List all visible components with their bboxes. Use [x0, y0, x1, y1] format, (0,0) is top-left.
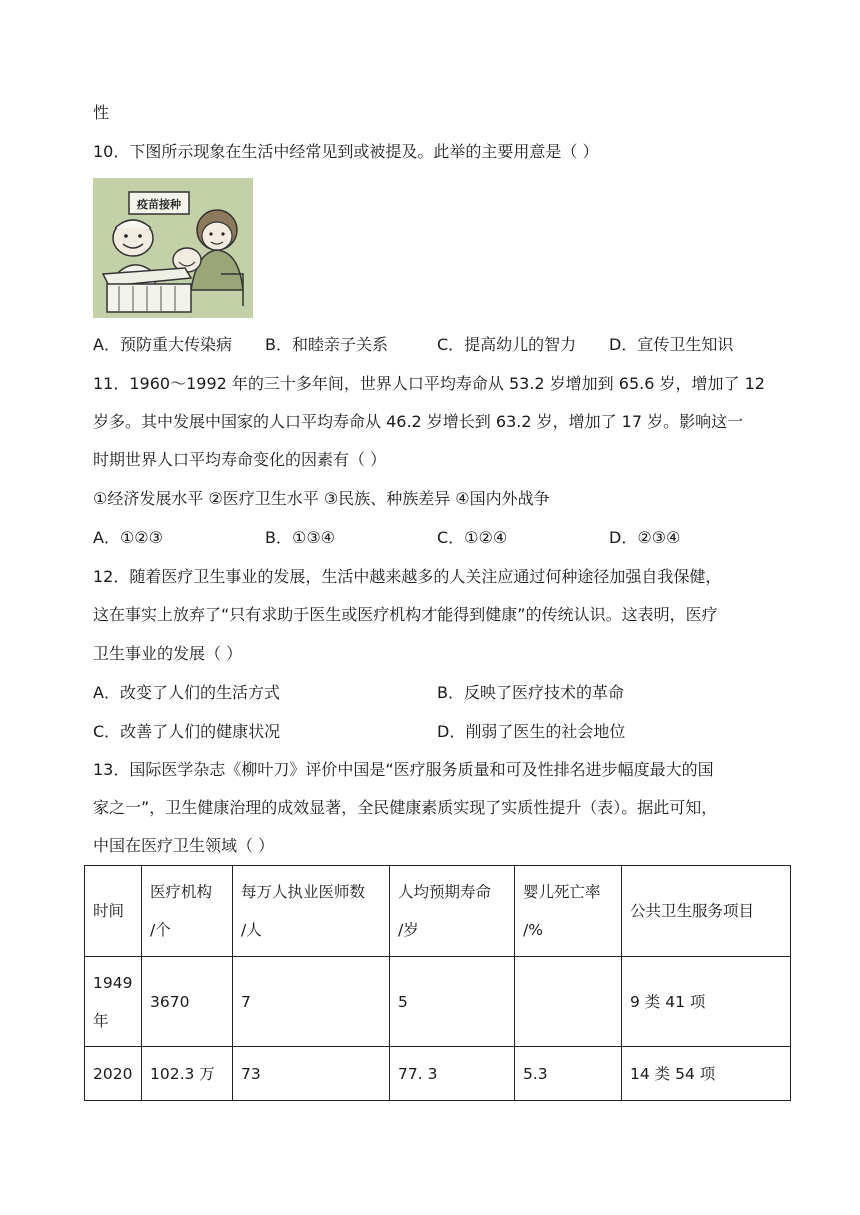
table-cell: 77. 3 — [390, 1047, 515, 1101]
top-fragment: 性 — [93, 103, 110, 122]
sign-text: 疫苗接种 — [137, 198, 181, 211]
q11-option-d[interactable]: D．②③④ — [609, 528, 681, 547]
q12-stem-line-1: 12．随着医疗卫生事业的发展，生活中越来越多的人关注应通过何种途径加强自我保健， — [93, 567, 722, 586]
vaccination-illustration — [93, 178, 253, 318]
q10-option-d[interactable]: D．宣传卫生知识 — [609, 335, 734, 354]
table-cell: 5.3 — [515, 1047, 622, 1101]
q11-items: ①经济发展水平 ②医疗卫生水平 ③民族、种族差异 ④国内外战争 — [93, 489, 550, 508]
q11-option-a[interactable]: A．①②③ — [93, 528, 163, 547]
q13-stem-line-1: 13．国际医学杂志《柳叶刀》评价中国是“医疗服务质量和可及性排名进步幅度最大的国 — [93, 760, 714, 779]
q10-option-a[interactable]: A．预防重大传染病 — [93, 335, 232, 354]
table-cell: 14 类 54 项 — [622, 1047, 791, 1101]
q10-option-c[interactable]: C．提高幼儿的智力 — [437, 335, 577, 354]
header-institutions: 医疗机构 /个 — [142, 866, 233, 957]
health-statistics-table — [84, 865, 791, 1101]
table-cell: 2020 — [85, 1047, 142, 1101]
header-life-expectancy: 人均预期寿命 /岁 — [390, 866, 515, 957]
table-header-row — [85, 866, 791, 957]
table-cell: 1949 年 — [85, 957, 142, 1047]
table-cell: 3670 — [142, 957, 233, 1047]
header-doctors: 每万人执业医师数 /人 — [233, 866, 390, 957]
q10-option-b[interactable]: B．和睦亲子关系 — [265, 335, 388, 354]
q10-stem: 10．下图所示现象在生活中经常见到或被提及。此举的主要用意是（ ） — [93, 142, 599, 161]
q11-option-c[interactable]: C．①②④ — [437, 528, 508, 547]
header-public-health: 公共卫生服务项目 — [622, 866, 791, 957]
table-cell: 102.3 万 — [142, 1047, 233, 1101]
q12-stem-line-2: 这在事实上放弃了“只有求助于医生或医疗机构才能得到健康”的传统认识。这表明，医疗 — [93, 605, 718, 624]
header-infant-mortality: 婴儿死亡率 /% — [515, 866, 622, 957]
table-cell: 5 — [390, 957, 515, 1047]
table-cell: 73 — [233, 1047, 390, 1101]
table-cell: 7 — [233, 957, 390, 1047]
header-time: 时间 — [85, 866, 142, 957]
q12-stem-line-3: 卫生事业的发展（ ） — [93, 644, 243, 663]
table-row — [85, 1047, 791, 1101]
q11-option-b[interactable]: B．①③④ — [265, 528, 336, 547]
q13-stem-line-2: 家之一”，卫生健康治理的成效显著，全民健康素质实现了实质性提升（表）。据此可知， — [93, 798, 718, 817]
q11-stem-line-3: 时期世界人口平均寿命变化的因素有（ ） — [93, 450, 387, 469]
q11-stem-line-2: 岁多。其中发展中国家的人口平均寿命从 46.2 岁增长到 63.2 岁，增加了 17 岁。影响这一 — [93, 412, 744, 431]
q12-option-c[interactable]: C．改善了人们的健康状况 — [93, 722, 281, 741]
q12-option-a[interactable]: A．改变了人们的生活方式 — [93, 683, 280, 702]
table-row — [85, 957, 791, 1047]
q12-option-d[interactable]: D．削弱了医生的社会地位 — [437, 722, 626, 741]
q12-option-b[interactable]: B．反映了医疗技术的革命 — [437, 683, 624, 702]
q11-stem-line-1: 11．1960～1992 年的三十多年间，世界人口平均寿命从 53.2 岁增加到 65.6 岁，增加了 12 — [93, 374, 765, 393]
table-cell — [515, 957, 622, 1047]
q13-stem-line-3: 中国在医疗卫生领域（ ） — [93, 836, 275, 855]
table-cell: 9 类 41 项 — [622, 957, 791, 1047]
